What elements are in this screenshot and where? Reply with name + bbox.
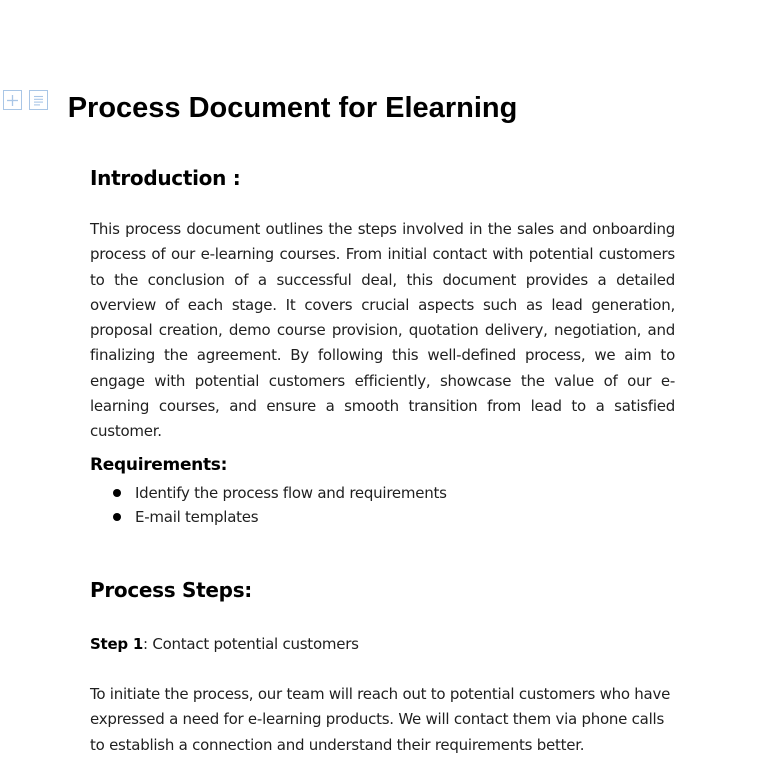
step-1-paragraph: To initiate the process, our team will reach out to potential customers who have expressed a need for e-learning products. We will contact them via phone calls to establish a connection and understand their requirements better. (90, 685, 671, 754)
page-title: Process Document for Elearning (67, 92, 518, 124)
introduction-heading: Introduction : (90, 166, 241, 190)
step-1-title (90, 632, 359, 656)
requirements-list (90, 481, 447, 529)
list-item-text: E-mail templates (135, 508, 259, 526)
list-item-text: Identify the process flow and requirements (135, 484, 447, 502)
step-1-label: Step 1 (90, 635, 144, 653)
step-1-title-text: : Contact potential customers (143, 635, 359, 653)
bullet-icon (113, 513, 121, 521)
bullet-icon (113, 489, 121, 497)
list-item (90, 481, 447, 505)
list-item (90, 505, 447, 529)
introduction-paragraph: This process document outlines the steps involved in the sales and onboarding process of our e-learning courses. From initial contact with potential customers to the conclusion of a successful deal, this document provides a detailed overview of each stage. It covers crucial aspects such as lead generation, proposal creation, demo course provision, quotation delivery, negotiation, and finalizing the agreement. By following this well-defined process, we aim to engage with potential customers efficiently, showcase the value of our e-learning courses, and ensure a smooth transition from lead to a satisfied customer. (90, 220, 675, 441)
process-steps-heading: Process Steps: (90, 578, 253, 602)
requirements-heading: Requirements: (90, 455, 228, 475)
